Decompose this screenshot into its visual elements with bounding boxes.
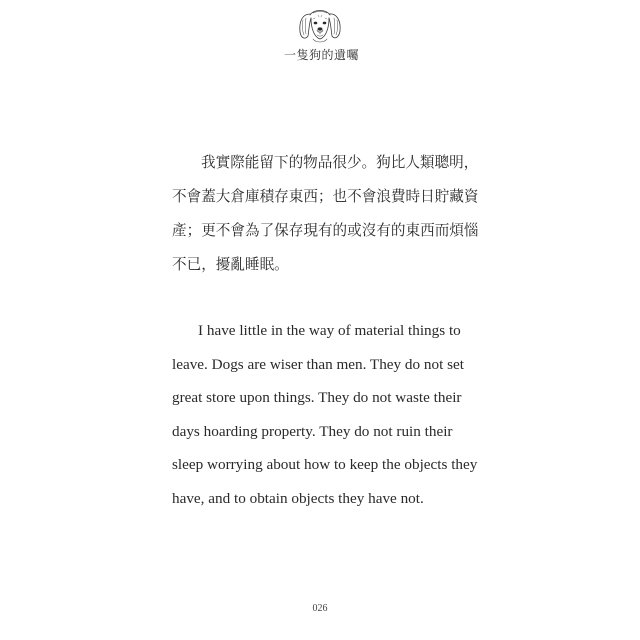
- chinese-paragraph: [172, 146, 479, 282]
- english-line-6: have, and to obtain objects they have not.: [172, 489, 424, 507]
- english-paragraph: [172, 314, 478, 516]
- english-line-3: great store upon things. They do not waste their: [172, 389, 462, 407]
- english-line-4: days hoarding property. They do not ruin their: [172, 422, 453, 440]
- page-number: 026: [312, 603, 328, 614]
- english-line-2: leave. Dogs are wiser than men. They do not set: [172, 355, 464, 373]
- chinese-line-3: 產；更不會為了保存現有的或沒有的東西而煩惱: [172, 222, 479, 239]
- chinese-line-1: 我實際能留下的物品很少。狗比人類聰明，: [201, 154, 479, 171]
- english-line-1: I have little in the way of material things to: [198, 322, 461, 339]
- dog-head-sketch-icon: [296, 6, 344, 46]
- chinese-line-2: 不會蓋大倉庫積存東西；也不會浪費時日貯藏資: [172, 188, 479, 205]
- header-emblem: [284, 6, 360, 64]
- chinese-line-4: 不已，擾亂睡眠。: [172, 256, 289, 273]
- english-line-5: sleep worrying about how to keep the objects they: [172, 456, 478, 474]
- running-title: 一隻狗的遺囑: [284, 48, 360, 62]
